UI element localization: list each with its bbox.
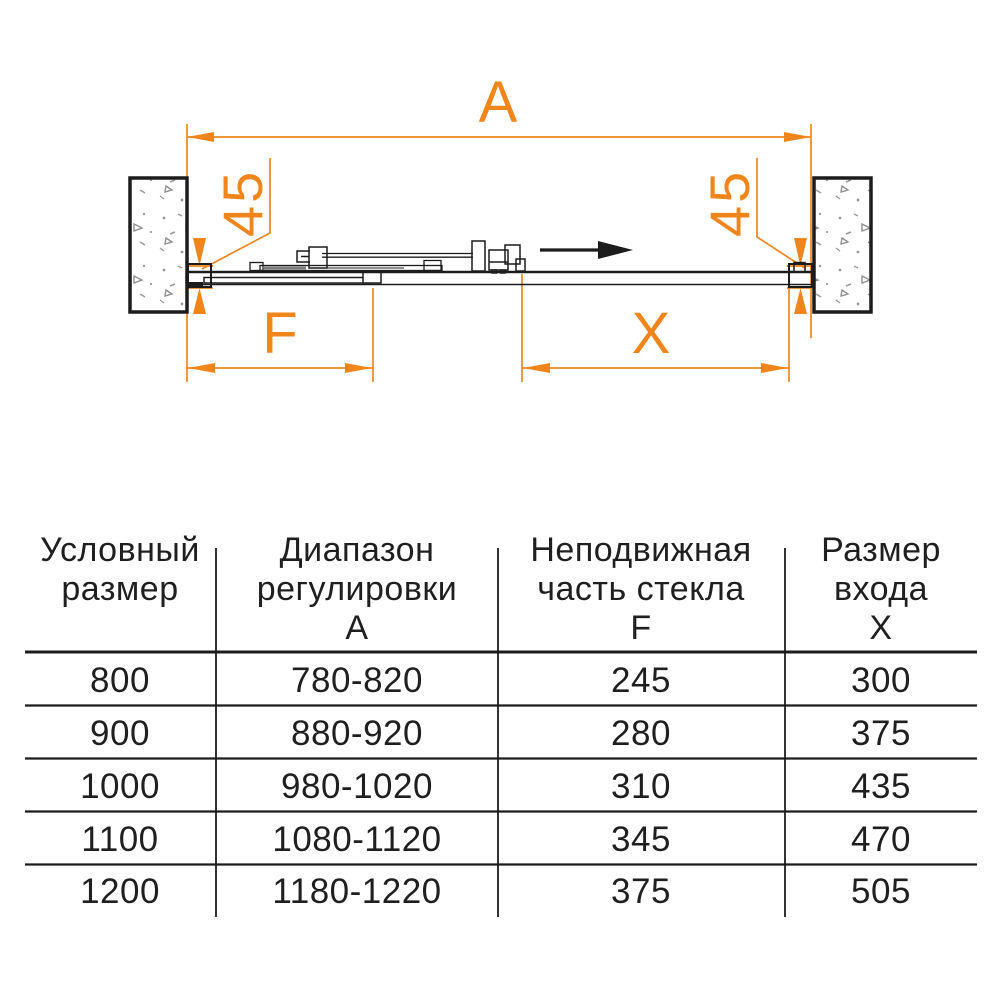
- header-symbol: А: [345, 609, 369, 647]
- table-row: [80, 872, 911, 911]
- header-fixed-glass-part: [530, 531, 751, 647]
- table-row: [80, 767, 911, 806]
- dim-45-cone-up-icon: [794, 288, 807, 314]
- wall-right: [814, 178, 871, 312]
- dim-45-right-label: 45: [698, 168, 761, 237]
- door-assembly: [187, 241, 812, 288]
- roller-carriage-right: [472, 241, 525, 273]
- table-header-row: [40, 531, 941, 647]
- table-cell: 375: [611, 872, 671, 911]
- header-symbol: Х: [869, 609, 893, 647]
- table-cell: 470: [851, 820, 911, 859]
- header-entry-size: [821, 531, 941, 647]
- dim-a-label: A: [478, 70, 520, 135]
- table-body: [80, 661, 911, 911]
- table-cell: 880-920: [291, 714, 423, 753]
- table-cell: 1200: [80, 872, 160, 911]
- table-cell: 1100: [81, 820, 159, 859]
- dim-x-label: X: [631, 301, 673, 366]
- dim-45-cone-down-icon: [193, 238, 206, 266]
- arrowhead-right-icon: [761, 363, 788, 373]
- table-cell: 1180-1220: [272, 872, 442, 911]
- wall-left: [130, 178, 187, 312]
- dim-45-cone-up-icon: [193, 288, 206, 314]
- table-cell: 310: [611, 767, 671, 806]
- header-text: регулировки: [256, 570, 458, 608]
- header-text: Размер: [821, 531, 941, 569]
- header-symbol: F: [630, 609, 652, 647]
- header-nominal-size: [40, 531, 200, 608]
- table-cell: 1080-1120: [272, 820, 442, 859]
- movement-arrow-icon: [540, 241, 633, 259]
- size-table: [25, 531, 977, 917]
- arrowhead-right-icon: [784, 132, 811, 142]
- header-text: Условный: [40, 531, 200, 569]
- table-cell: 345: [611, 820, 671, 859]
- header-text: входа: [833, 570, 929, 608]
- header-text: размер: [61, 570, 179, 608]
- header-text: Неподвижная: [530, 531, 752, 569]
- table-row: [81, 820, 911, 859]
- arrowhead-left-icon: [523, 363, 550, 373]
- glass-clamp-bar: [250, 261, 442, 271]
- table-cell: 900: [90, 714, 150, 753]
- table-row: [90, 714, 911, 753]
- table-cell: 375: [851, 714, 911, 753]
- table-cell: 280: [611, 714, 671, 753]
- table-cell: 300: [851, 661, 911, 700]
- table-cell: 800: [90, 661, 150, 700]
- dim-f-label: F: [262, 301, 300, 366]
- table-cell: 1000: [80, 767, 160, 806]
- arrowhead-right-icon: [345, 363, 372, 373]
- dim-45-left-label: 45: [211, 168, 274, 237]
- header-adjustment-range: [257, 531, 458, 647]
- roller-rail: [322, 254, 473, 258]
- arrowhead-left-icon: [187, 132, 214, 142]
- table-cell: 980-1020: [281, 767, 433, 806]
- table-row: [90, 661, 911, 700]
- header-text: часть стекла: [537, 570, 745, 608]
- header-text: Диапазон: [279, 531, 435, 569]
- table-row-lines: [25, 652, 977, 865]
- table-cell: 505: [851, 872, 911, 911]
- table-cell: 435: [851, 767, 911, 806]
- fixed-glass-panel: [204, 273, 381, 284]
- arrowhead-left-icon: [188, 363, 215, 373]
- table-cell: 245: [611, 661, 671, 700]
- table-cell: 780-820: [291, 661, 423, 700]
